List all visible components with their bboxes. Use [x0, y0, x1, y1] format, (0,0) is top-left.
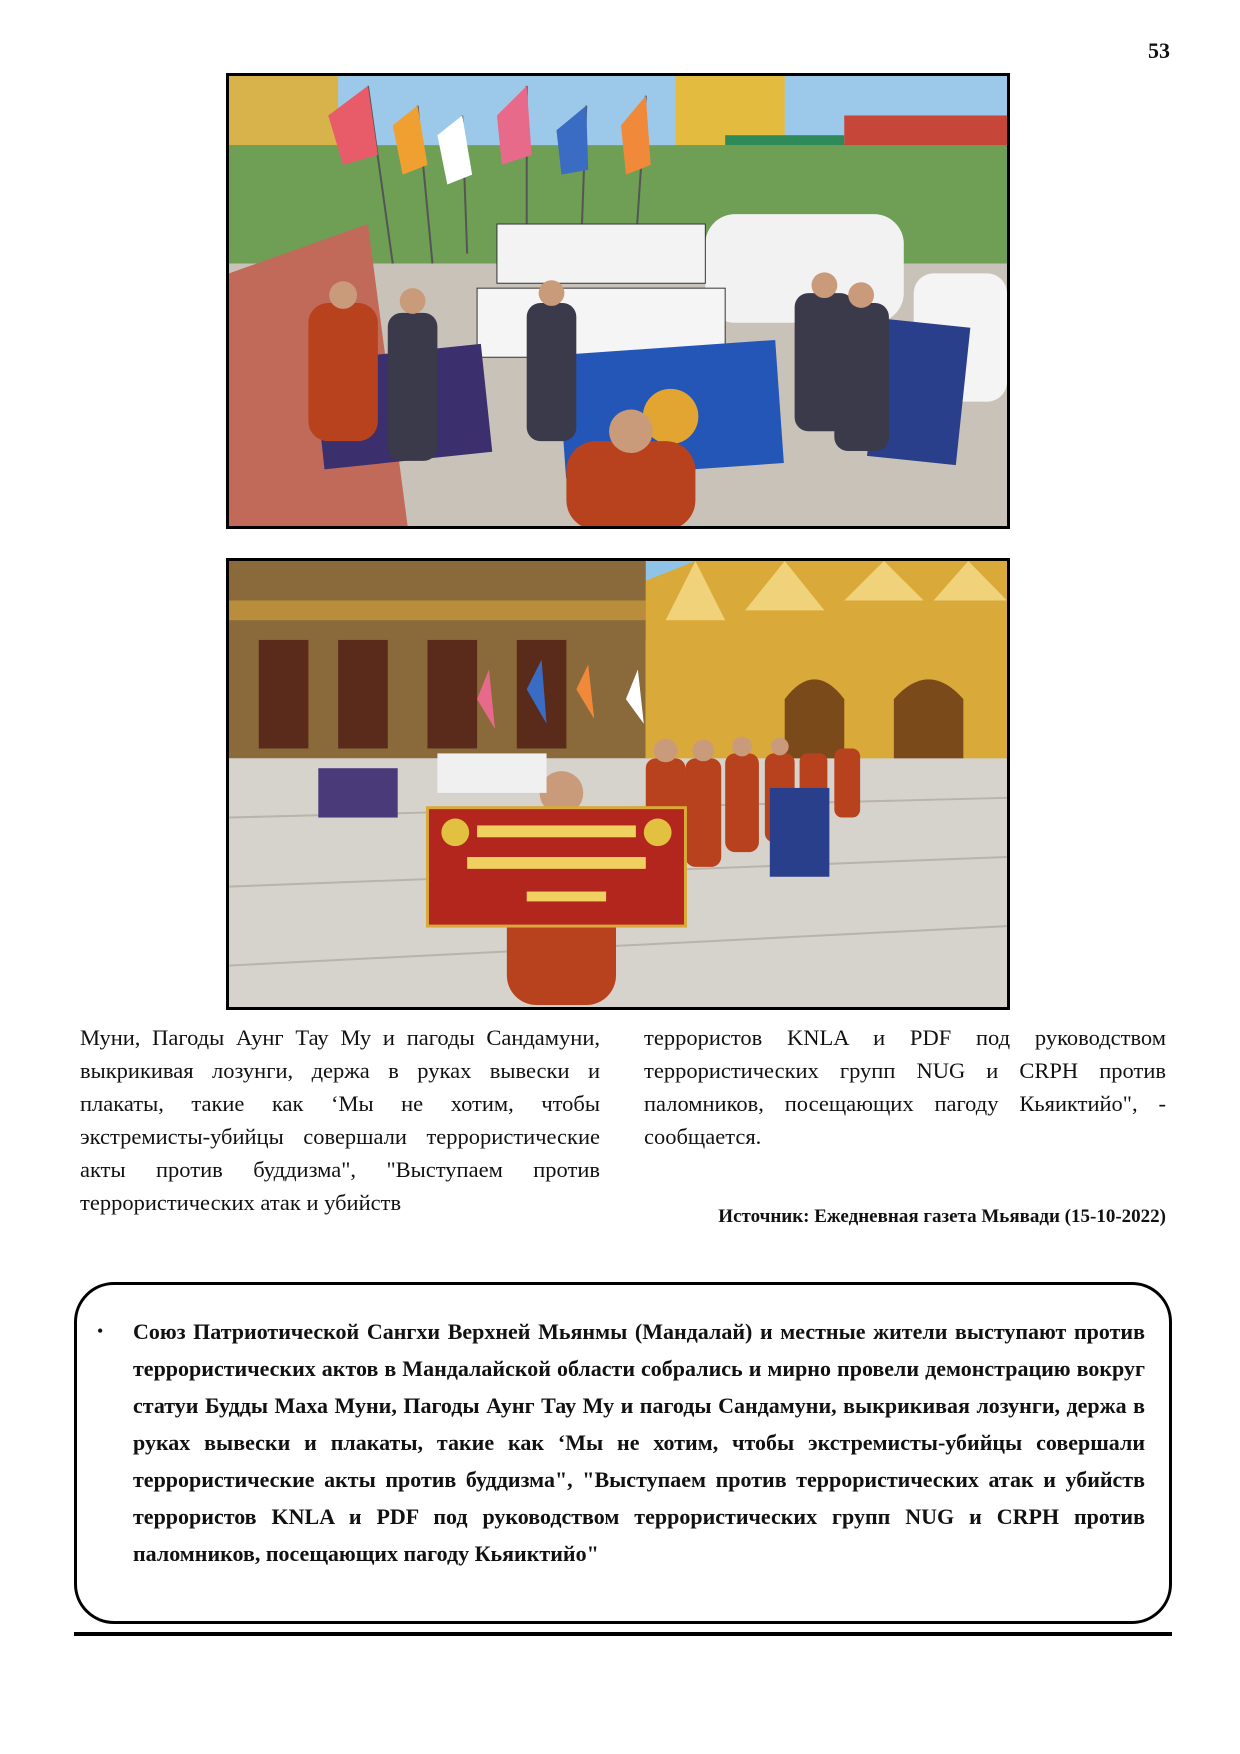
- photo-procession-street: [226, 73, 1010, 529]
- page-number: 53: [1148, 38, 1170, 63]
- photo-monks-pagoda: [226, 558, 1010, 1010]
- article-left-column: Муни, Пагоды Аунг Тау Му и пагоды Сандамуни, выкрикивая лозунги, держа в руках вывески и плакаты, такие как ‘Мы не хотим, чтобы экстремисты-убийцы совершали террористические акты против буддизма", "Выступаем против террористических атак и убийств: [80, 1025, 600, 1215]
- bullet-icon: •: [97, 1321, 104, 1341]
- summary-box: [74, 1282, 1172, 1624]
- footer-rule: [74, 1632, 1172, 1636]
- summary-text: Союз Патриотической Сангхи Верхней Мьянмы (Мандалай) и местные жители выступают против террористических актов в Мандалайской области собрались и мирно провели демонстрацию вокруг статуи Будды Маха Муни, Пагоды Аунг Тау Му и пагоды Сандамуни, выкрикивая лозунги, держа в руках вывески и плакаты, такие как ‘Мы не хотим, чтобы экстремисты-убийцы совершали террористические акты против буддизма", "Выступаем против террористических атак и убийств террористов KNLA и PDF под руководством террористических групп NUG и CRPH против паломников, посещающих пагоду Кьяиктийо": [133, 1319, 1145, 1566]
- article-right-column: террористов KNLA и PDF под руководством террористических групп NUG и CRPH против паломников, посещающих пагоду Кьяиктийо", - сообщается.: [644, 1025, 1166, 1149]
- article-source: Источник: Ежедневная газета Мьявади (15-10-2022): [718, 1206, 1166, 1227]
